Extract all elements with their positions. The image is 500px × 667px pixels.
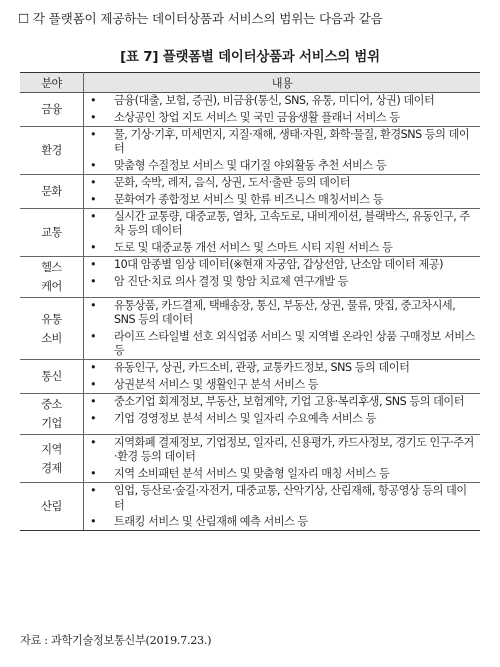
row-category <box>20 435 84 483</box>
row-category <box>20 298 84 360</box>
row-category-label: 산림 <box>41 500 62 514</box>
list-item-text: 물, 기상·기후, 미세먼지, 지질·재해, 생태·자원, 화학·물질, 환경SNS 등의 데이터 <box>114 127 470 156</box>
list-item <box>84 210 480 238</box>
row-item-list <box>84 176 480 207</box>
row-item-list <box>84 128 480 173</box>
list-item <box>84 111 480 125</box>
table-row <box>20 208 480 256</box>
table-row <box>20 435 480 483</box>
table-row <box>20 394 480 435</box>
list-item-text: 실시간 교통량, 대중교통, 열차, 고속도로, 내비게이션, 블랙박스, 유동인구, 주차 등의 데이터 <box>114 209 470 238</box>
bullet-icon: • <box>90 209 97 223</box>
row-category-label: 헬스케어 <box>41 261 62 294</box>
list-item <box>84 395 480 409</box>
table-header-row <box>20 73 480 93</box>
row-category-label: 중소기업 <box>41 398 62 431</box>
bullet-icon: • <box>90 467 97 481</box>
row-content <box>84 257 481 298</box>
row-content <box>84 126 481 174</box>
row-category <box>20 257 84 298</box>
row-content <box>84 208 481 256</box>
bullet-icon: • <box>90 240 97 254</box>
bullet-icon: • <box>90 158 97 172</box>
bullet-icon: • <box>90 110 97 124</box>
list-item-text: 도로 및 대중교통 개선 서비스 및 스마트 시티 지원 서비스 등 <box>114 240 393 254</box>
bullet-icon: • <box>90 127 97 141</box>
list-item-text: 문화, 숙박, 레저, 음식, 상권, 도서·출판 등의 데이터 <box>114 176 351 190</box>
table-row <box>20 257 480 298</box>
list-item <box>84 193 480 207</box>
bullet-icon: • <box>90 94 97 107</box>
row-category <box>20 208 84 256</box>
list-item <box>84 299 480 327</box>
row-item-list <box>84 436 480 481</box>
bullet-icon: • <box>90 192 97 206</box>
row-category <box>20 483 84 531</box>
row-item-list <box>84 94 480 125</box>
row-item-list <box>84 258 480 289</box>
list-item-text: 소상공인 창업 지도 서비스 및 국민 금융생활 플래너 서비스 등 <box>114 110 400 124</box>
bullet-icon: • <box>90 484 97 498</box>
list-item <box>84 378 480 392</box>
row-category-label: 지역경제 <box>41 442 62 475</box>
list-item-text: 문화여가 종합정보 서비스 및 한류 비즈니스 매칭서비스 등 <box>114 192 384 206</box>
row-content <box>84 298 481 360</box>
bullet-icon: • <box>90 258 97 272</box>
bullet-icon: • <box>90 411 97 425</box>
list-item-text: 라이프 스타일별 선호 외식업종 서비스 및 지역별 온라인 상품 구매정보 서비스 등 <box>114 329 475 358</box>
intro-text: ☐ 각 플랫폼이 제공하는 데이터상품과 서비스의 범위는 다음과 같음 <box>18 11 383 26</box>
list-item-text: 금융(대출, 보험, 증권), 비금융(통신, SNS, 유통, 미디어, 상권) 데이터 <box>114 94 435 107</box>
list-item-text: 중소기업 회계정보, 부동산, 보험계약, 기업 고용·복리후생, SNS 등의 데이터 <box>114 395 465 409</box>
list-item <box>84 330 480 358</box>
list-item-text: 지역화폐 결제정보, 기업정보, 일자리, 신용평가, 카드사정보, 경기도 인구·주거·환경 등의 데이터 <box>114 436 474 464</box>
list-item <box>84 159 480 173</box>
list-item-text: 맞춤형 수질정보 서비스 및 대기질 야외활동 추천 서비스 등 <box>114 158 387 172</box>
list-item <box>84 436 480 464</box>
list-item-text: 지역 소비패턴 분석 서비스 및 맞춤형 일자리 매칭 서비스 등 <box>114 467 390 481</box>
list-item <box>84 484 480 512</box>
row-item-list <box>84 361 480 392</box>
row-item-list <box>84 484 480 529</box>
row-content <box>84 93 481 127</box>
bullet-icon: • <box>90 299 97 313</box>
table-row <box>20 126 480 174</box>
table-row <box>20 360 480 394</box>
row-category <box>20 394 84 435</box>
platform-data-table <box>20 72 480 531</box>
bullet-icon: • <box>90 436 97 450</box>
list-item-text: 트래킹 서비스 및 산림재해 예측 서비스 등 <box>114 515 308 529</box>
row-content <box>84 394 481 435</box>
list-item <box>84 412 480 426</box>
table-row <box>20 483 480 531</box>
header-category: 분야 <box>20 73 84 93</box>
row-category <box>20 93 84 127</box>
row-category-label: 문화 <box>41 184 62 198</box>
table-row <box>20 175 480 209</box>
bullet-icon: • <box>90 515 97 529</box>
row-category <box>20 175 84 209</box>
list-item-text: 기업 경영정보 분석 서비스 및 일자리 수요예측 서비스 등 <box>114 411 376 425</box>
row-content <box>84 435 481 483</box>
list-item <box>84 176 480 190</box>
bullet-icon: • <box>90 176 97 190</box>
row-content <box>84 175 481 209</box>
bullet-icon: • <box>90 378 97 392</box>
row-item-list <box>84 395 480 426</box>
row-item-list <box>84 299 480 358</box>
row-category <box>20 360 84 394</box>
list-item <box>84 361 480 375</box>
row-category <box>20 126 84 174</box>
row-category-label: 유통소비 <box>41 312 62 345</box>
list-item <box>84 258 480 272</box>
row-content <box>84 483 481 531</box>
table-caption: [표 7] 플랫폼별 데이터상품과 서비스의 범위 <box>120 50 380 65</box>
bullet-icon: • <box>90 274 97 288</box>
list-item <box>84 94 480 108</box>
header-content: 내용 <box>84 73 481 93</box>
row-category-label: 통신 <box>41 370 62 384</box>
bullet-icon: • <box>90 395 97 409</box>
list-item <box>84 128 480 156</box>
list-item <box>84 275 480 289</box>
table-row <box>20 298 480 360</box>
list-item-text: 암 진단·치료 의사 결정 및 항암 치료제 연구개발 등 <box>114 274 349 288</box>
list-item-text: 유통상품, 카드결제, 택배송장, 통신, 부동산, 상권, 물류, 맛집, 중고차시세, SNS 등의 데이터 <box>114 299 456 327</box>
row-content <box>84 360 481 394</box>
table-row <box>20 93 480 127</box>
row-category-label: 환경 <box>41 143 62 157</box>
list-item-text: 10대 암종별 임상 데이터(※현재 자궁암, 갑상선암, 난소암 데이터 제공) <box>114 258 443 272</box>
bullet-icon: • <box>90 329 97 343</box>
source-note: 자료 : 과학기술정보통신부(2019.7.23.) <box>20 634 212 647</box>
list-item-text: 상권분석 서비스 및 생활인구 분석 서비스 등 <box>114 378 319 392</box>
list-item <box>84 515 480 529</box>
list-item <box>84 241 480 255</box>
row-category-label: 금융 <box>41 102 62 116</box>
list-item-text: 유동인구, 상권, 카드소비, 관광, 교통카드정보, SNS 등의 데이터 <box>114 361 410 375</box>
list-item-text: 임업, 등산로·숲길·자전거, 대중교통, 산악기상, 산림재해, 항공영상 등의 데이터 <box>114 484 467 512</box>
table-body <box>20 93 480 531</box>
bullet-icon: • <box>90 361 97 375</box>
list-item <box>84 467 480 481</box>
row-item-list <box>84 210 480 255</box>
row-category-label: 교통 <box>41 225 62 239</box>
